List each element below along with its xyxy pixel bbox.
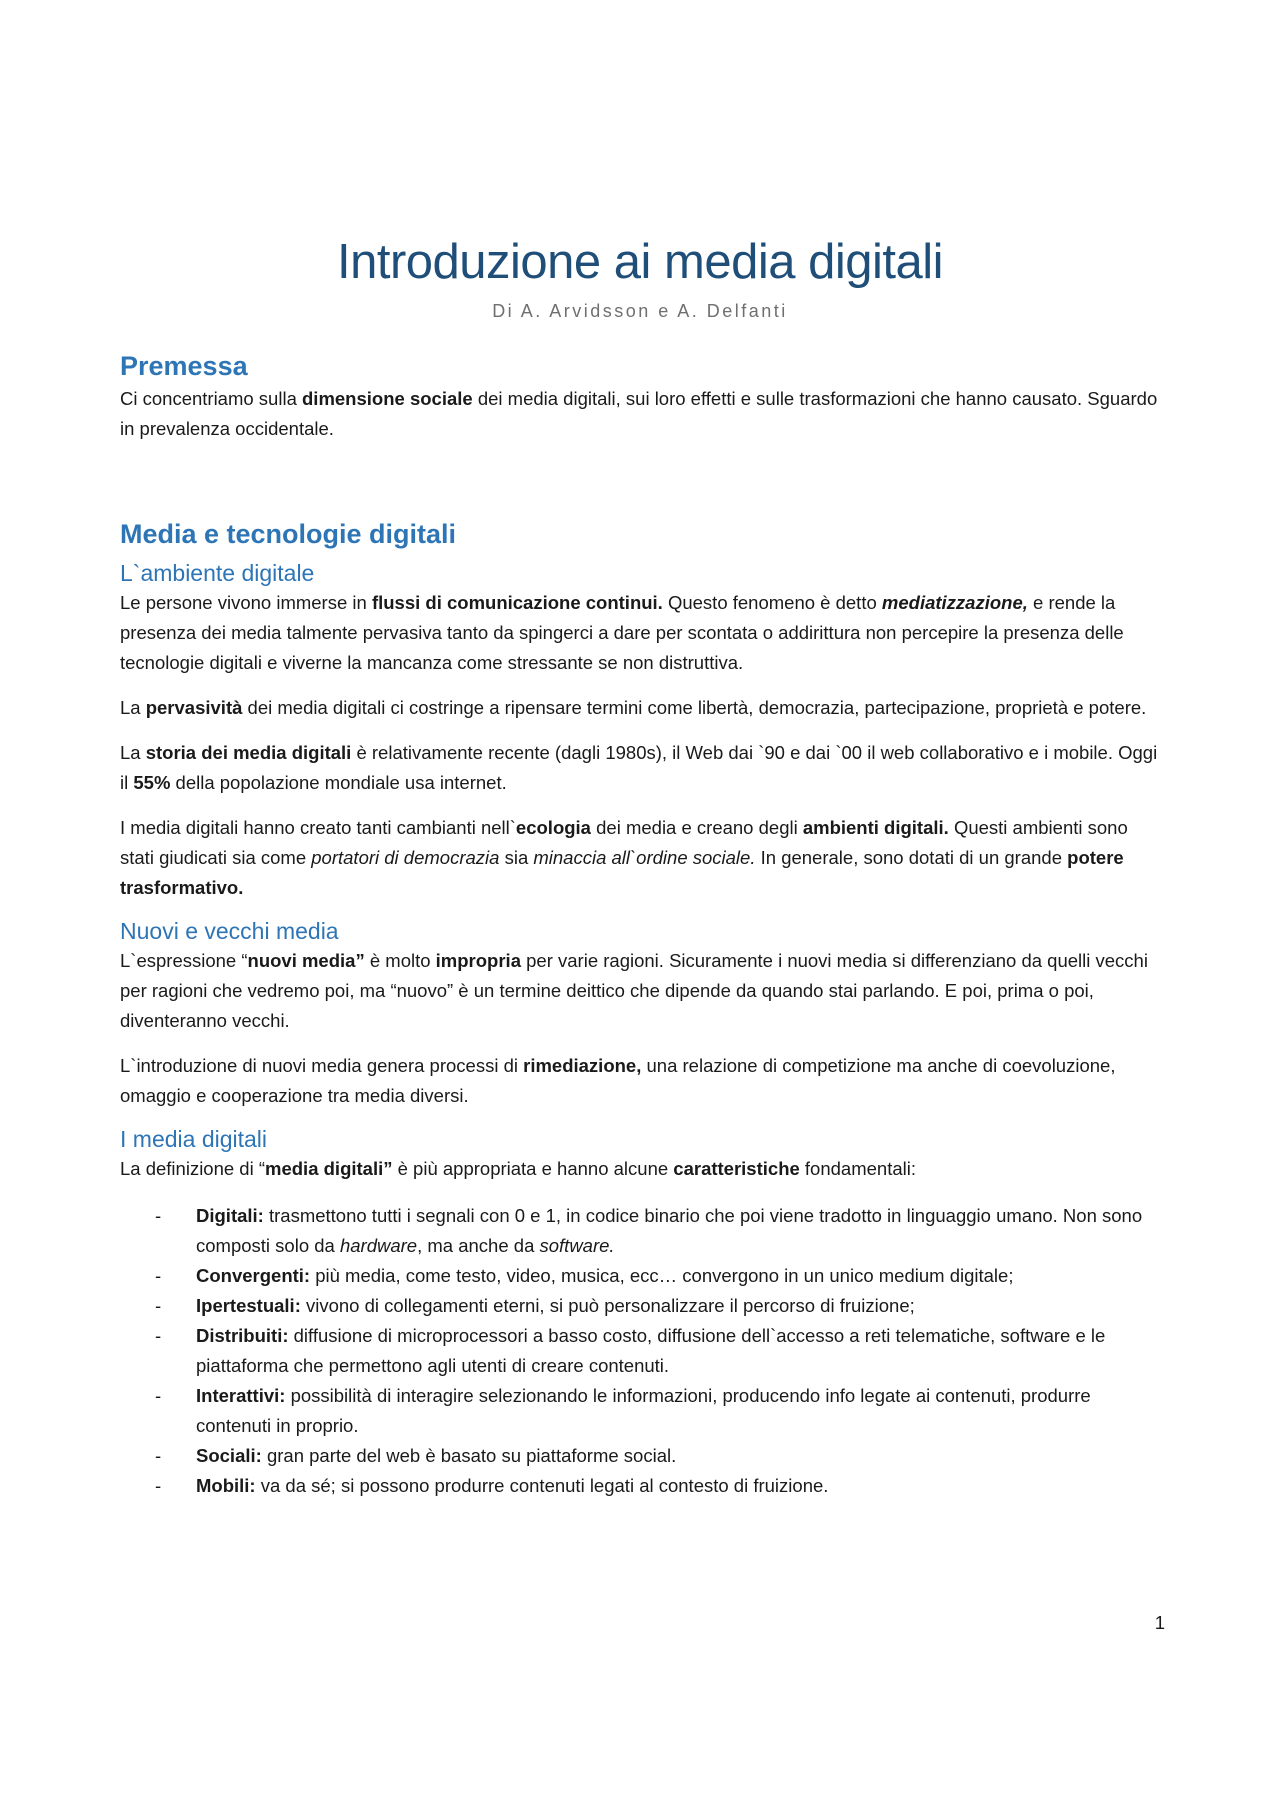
- item-label: Distribuiti:: [196, 1325, 289, 1346]
- bold-text: ambienti digitali.: [802, 817, 949, 838]
- list-item: [120, 1471, 1160, 1501]
- paragraph-nuovi-2: [120, 1051, 1160, 1111]
- text: per varie ragioni. Sicuramente i nuovi media si differenziano da quelli vecchi per ragioni che vedremo poi, ma “nuovo” è un termine deittico che dipende da quando stai parlando. E poi, prima o poi, diventeranno vecchi.: [120, 950, 1148, 1031]
- text: Questi ambienti sono stati giudicati sia come: [120, 817, 1128, 868]
- list-dash: -: [155, 1385, 162, 1406]
- list-dash: -: [155, 1265, 162, 1286]
- paragraph-digitali-intro: [120, 1154, 1160, 1184]
- item-label: Interattivi:: [196, 1385, 286, 1406]
- text: La definizione di “: [120, 1158, 266, 1179]
- text: vivono di collegamenti eterni, si può personalizzare il percorso di fruizione;: [300, 1295, 915, 1316]
- list-item: [120, 1381, 1160, 1441]
- text: Questo fenomeno è detto: [662, 592, 882, 613]
- page-number: 1: [1154, 1612, 1165, 1633]
- bold-text: potere trasformativo.: [120, 847, 1124, 898]
- list-dash: -: [155, 1205, 162, 1226]
- bold-text: caratteristiche: [673, 1158, 800, 1179]
- bold-text: 55%: [133, 772, 171, 793]
- italic-text: hardware: [339, 1235, 418, 1256]
- paragraph-ambiente-1: [120, 588, 1160, 678]
- paragraph-premessa: [120, 384, 1160, 444]
- text: una relazione di competizione ma anche di coevoluzione, omaggio e cooperazione tra media diversi.: [120, 1055, 1116, 1106]
- bold-text: rimediazione,: [523, 1055, 642, 1076]
- text: dei media digitali, sui loro effetti e sulle trasformazioni che hanno causato. Sguardo in prevalenza occidentale.: [120, 388, 1158, 439]
- item-label: Mobili:: [196, 1475, 256, 1496]
- text: diffusione di microprocessori a basso costo, diffusione dell`accesso a reti telematiche, software e le piattaforma che permettono agli utenti di creare contenuti.: [196, 1325, 1106, 1376]
- text: trasmettono tutti i segnali con 0 e 1, in codice binario che poi viene tradotto in linguaggio umano. Non sono composti solo da: [196, 1205, 1143, 1256]
- document-title: Introduzione ai media digitali: [336, 235, 944, 289]
- item-label: Convergenti:: [196, 1265, 311, 1286]
- heading-premessa: Premessa: [120, 351, 248, 381]
- bold-text: nuovi media”: [247, 950, 365, 971]
- text: dei media e creano degli: [590, 817, 803, 838]
- page-content: [120, 232, 1160, 1501]
- item-label: Sociali:: [196, 1445, 262, 1466]
- heading-media-tecnologie: Media e tecnologie digitali: [120, 519, 457, 549]
- text: Le persone vivono immerse in: [120, 592, 372, 613]
- item-label: Ipertestuali:: [196, 1295, 301, 1316]
- list-dash: -: [155, 1445, 162, 1466]
- list-item: [120, 1291, 1160, 1321]
- features-list: [120, 1201, 1160, 1501]
- document-subtitle: Di A. Arvidsson e A. Delfanti: [492, 301, 788, 321]
- bold-text: media digitali”: [265, 1158, 393, 1179]
- list-item: [120, 1201, 1160, 1261]
- list-item: [120, 1261, 1160, 1291]
- bold-text: dimensione sociale: [302, 388, 473, 409]
- text: Ci concentriamo sulla: [120, 388, 302, 409]
- list-dash: -: [155, 1325, 162, 1346]
- text: è più appropriata e hanno alcune: [392, 1158, 674, 1179]
- text: dei media digitali ci costringe a ripensare termini come libertà, democrazia, partecipazione, proprietà e potere.: [242, 697, 1147, 718]
- text: gran parte del web è basato su piattaforme social.: [261, 1445, 677, 1466]
- text: L`introduzione di nuovi media genera processi di: [120, 1055, 524, 1076]
- text: I media digitali hanno creato tanti cambianti nell`: [120, 817, 516, 838]
- bold-italic-text: [882, 592, 1028, 613]
- text: è molto: [364, 950, 436, 971]
- text: della popolazione mondiale usa internet.: [170, 772, 507, 793]
- text: fondamentali:: [799, 1158, 916, 1179]
- text: e rende la presenza dei media talmente pervasiva tanto da spingerci a dare per scontata o addirittura non percepire la presenza delle tecnologie digitali e viverne la mancanza come stressante se non distruttiva.: [120, 592, 1124, 673]
- subheading-ambiente: L`ambiente digitale: [120, 560, 315, 586]
- text: possibilità di interagire selezionando le informazioni, producendo info legate ai contenuti, produrre contenuti in proprio.: [196, 1385, 1091, 1436]
- text: più media, come testo, video, musica, ecc… convergono in un unico medium digitale;: [310, 1265, 1014, 1286]
- list-dash: -: [155, 1295, 162, 1316]
- paragraph-nuovi-1: [120, 946, 1160, 1036]
- bold-text: flussi di comunicazione continui.: [371, 592, 663, 613]
- text: va da sé; si possono produrre contenuti legati al contesto di fruizione.: [255, 1475, 829, 1496]
- item-label: Digitali:: [196, 1205, 264, 1226]
- list-dash: -: [155, 1475, 162, 1496]
- list-item: [120, 1441, 1160, 1471]
- italic-text: minaccia all`ordine sociale.: [533, 847, 756, 868]
- text: è relativamente recente (dagli 1980s), il Web dai `90 e dai `00 il web collaborativo e i mobile. Oggi il: [120, 742, 1158, 793]
- paragraph-ambiente-4: [120, 813, 1160, 903]
- italic-text: mediatizzazione,: [881, 592, 1028, 613]
- text: In generale, sono dotati di un grande: [755, 847, 1068, 868]
- text: , ma anche da: [417, 1235, 540, 1256]
- paragraph-ambiente-2: [120, 693, 1160, 723]
- list-item: [120, 1321, 1160, 1381]
- bold-text: storia dei media digitali: [145, 742, 352, 763]
- text: L`espressione “: [120, 950, 248, 971]
- bold-text: impropria: [435, 950, 521, 971]
- bold-text: ecologia: [515, 817, 591, 838]
- text: La: [120, 742, 146, 763]
- text: sia: [499, 847, 534, 868]
- text: La: [120, 697, 146, 718]
- subheading-media-digitali: I media digitali: [120, 1126, 268, 1152]
- italic-text: software.: [539, 1235, 615, 1256]
- subheading-nuovi-vecchi: Nuovi e vecchi media: [120, 918, 339, 944]
- paragraph-ambiente-3: [120, 738, 1160, 798]
- bold-text: pervasività: [145, 697, 243, 718]
- italic-text: portatori di democrazia: [311, 847, 500, 868]
